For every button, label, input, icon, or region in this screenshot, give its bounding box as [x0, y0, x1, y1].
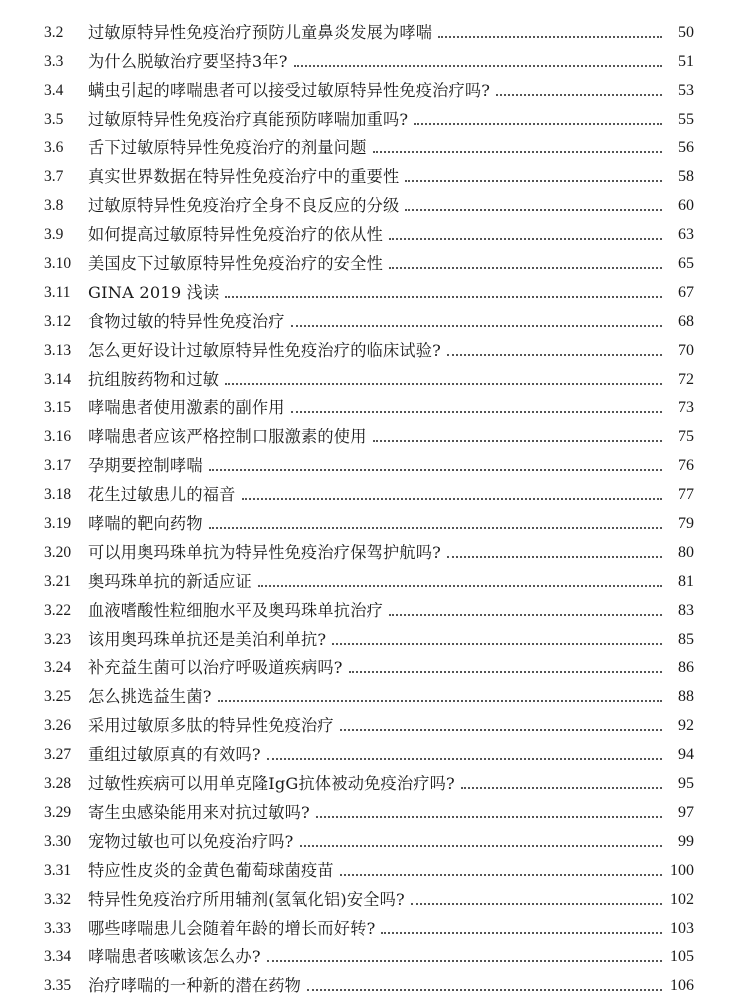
toc-entry-title: 如何提高过敏原特异性免疫治疗的依从性 — [88, 225, 383, 245]
dot-leader — [389, 614, 662, 616]
toc-entry-number: 3.15 — [44, 399, 72, 417]
dot-leader — [225, 296, 662, 298]
toc-entry-page-number: 105 — [670, 948, 694, 966]
toc-entry[interactable] — [44, 823, 694, 852]
dot-leader — [225, 383, 662, 385]
dot-leader — [496, 94, 662, 96]
toc-entry[interactable] — [44, 592, 694, 621]
toc-entry-page-number: 73 — [678, 399, 694, 417]
dot-leader — [340, 729, 662, 731]
toc-entry-number: 3.26 — [44, 717, 72, 735]
toc-entry-number: 3.7 — [44, 168, 64, 186]
dot-leader — [405, 180, 662, 182]
toc-entry-page-number: 97 — [678, 803, 694, 821]
dot-leader — [447, 354, 662, 356]
toc-entry-page-number: 106 — [670, 977, 694, 995]
toc-entry-number: 3.34 — [44, 948, 72, 966]
toc-entry-page-number: 60 — [678, 197, 694, 215]
toc-entry-number: 3.13 — [44, 341, 72, 359]
toc-entry-title: 哪些哮喘患儿会随着年龄的增长而好转? — [88, 918, 376, 938]
toc-entry-title: 哮喘患者应该严格控制口服激素的使用 — [88, 427, 367, 447]
toc-entry-page-number: 76 — [678, 457, 694, 475]
toc-entry-number: 3.18 — [44, 486, 72, 504]
toc-entry[interactable] — [44, 130, 694, 159]
toc-entry-title: 食物过敏的特异性免疫治疗 — [88, 311, 285, 331]
toc-entry-title: 舌下过敏原特异性免疫治疗的剂量问题 — [88, 138, 367, 158]
toc-entry[interactable] — [44, 418, 694, 447]
toc-entry[interactable] — [44, 678, 694, 707]
dot-leader — [307, 989, 662, 991]
toc-entry-title: 过敏原特异性免疫治疗全身不良反应的分级 — [88, 196, 400, 216]
dot-leader — [267, 960, 662, 962]
toc-entry-title: 过敏原特异性免疫治疗真能预防哮喘加重吗? — [88, 109, 409, 129]
toc-entry-title: 哮喘的靶向药物 — [88, 514, 203, 534]
toc-entry[interactable] — [44, 794, 694, 823]
toc-entry-number: 3.3 — [44, 52, 64, 70]
toc-entry-title: 宠物过敏也可以免疫治疗吗? — [88, 831, 294, 851]
toc-entry-number: 3.5 — [44, 110, 64, 128]
toc-entry-number: 3.23 — [44, 630, 72, 648]
toc-entry-page-number: 94 — [678, 746, 694, 764]
toc-entry-title: 寄生虫感染能用来对抗过敏吗? — [88, 802, 310, 822]
toc-entry[interactable] — [44, 332, 694, 361]
toc-entry-page-number: 56 — [678, 139, 694, 157]
dot-leader — [389, 238, 662, 240]
toc-entry[interactable] — [44, 158, 694, 187]
toc-entry[interactable] — [44, 303, 694, 332]
toc-entry-number: 3.19 — [44, 515, 72, 533]
toc-entry[interactable] — [44, 14, 694, 43]
toc-entry-page-number: 50 — [678, 23, 694, 41]
dot-leader — [373, 440, 662, 442]
toc-entry-page-number: 68 — [678, 312, 694, 330]
toc-entry-title: 血液嗜酸性粒细胞水平及奥玛珠单抗治疗 — [88, 600, 383, 620]
toc-entry-number: 3.16 — [44, 428, 72, 446]
toc-entry-title: 治疗哮喘的一种新的潜在药物 — [88, 976, 302, 996]
toc-entry-number: 3.8 — [44, 197, 64, 215]
toc-entry-title: 花生过敏患儿的福音 — [88, 485, 236, 505]
toc-entry-number: 3.31 — [44, 861, 72, 879]
toc-entry-number: 3.14 — [44, 370, 72, 388]
toc-entry-title: 补充益生菌可以治疗呼吸道疾病吗? — [88, 658, 343, 678]
toc-entry[interactable] — [44, 621, 694, 650]
toc-entry[interactable] — [44, 707, 694, 736]
toc-entry-page-number: 72 — [678, 370, 694, 388]
toc-entry-number: 3.32 — [44, 890, 72, 908]
dot-leader — [373, 151, 662, 153]
dot-leader — [294, 65, 662, 67]
dot-leader — [405, 209, 662, 211]
dot-leader — [291, 411, 662, 413]
toc-entry[interactable] — [44, 101, 694, 130]
toc-entry-number: 3.6 — [44, 139, 64, 157]
toc-entry-number: 3.24 — [44, 659, 72, 677]
toc-entry-number: 3.9 — [44, 226, 64, 244]
toc-entry-title: 抗组胺药物和过敏 — [88, 369, 220, 389]
dot-leader — [389, 267, 662, 269]
toc-entry-title: 哮喘患者咳嗽该怎么办? — [88, 947, 261, 967]
toc-entry-number: 3.30 — [44, 832, 72, 850]
dot-leader — [332, 643, 662, 645]
dot-leader — [209, 527, 662, 529]
toc-entry-page-number: 58 — [678, 168, 694, 186]
dot-leader — [381, 932, 662, 934]
toc-entry[interactable] — [44, 72, 694, 101]
toc-entry-page-number: 65 — [678, 255, 694, 273]
toc-entry-page-number: 86 — [678, 659, 694, 677]
toc-entry-title: 奥玛珠单抗的新适应证 — [88, 571, 252, 591]
toc-entry[interactable] — [44, 476, 694, 505]
toc-entry-title: 采用过敏原多肽的特异性免疫治疗 — [88, 716, 334, 736]
toc-entry[interactable] — [44, 245, 694, 274]
dot-leader — [218, 700, 662, 702]
toc-entry[interactable] — [44, 939, 694, 968]
toc-entry[interactable] — [44, 390, 694, 419]
dot-leader — [438, 36, 662, 38]
toc-entry-page-number: 99 — [678, 832, 694, 850]
toc-entry[interactable] — [44, 967, 694, 996]
dot-leader — [411, 903, 662, 905]
dot-leader — [316, 816, 662, 818]
toc-entry-page-number: 67 — [678, 283, 694, 301]
toc-entry-title: GINA 2019 浅读 — [88, 282, 220, 302]
toc-entry-title: 怎么更好设计过敏原特异性免疫治疗的临床试验? — [88, 340, 442, 360]
dot-leader — [242, 498, 663, 500]
toc-entry-number: 3.21 — [44, 572, 72, 590]
toc-entry-number: 3.28 — [44, 775, 72, 793]
dot-leader — [461, 787, 662, 789]
table-of-contents — [44, 14, 694, 996]
toc-entry-page-number: 81 — [678, 572, 694, 590]
dot-leader — [340, 874, 662, 876]
toc-entry-page-number: 55 — [678, 110, 694, 128]
toc-entry-title: 过敏原特异性免疫治疗预防儿童鼻炎发展为哮喘 — [88, 22, 433, 42]
toc-entry-number: 3.17 — [44, 457, 72, 475]
dot-leader — [291, 325, 662, 327]
toc-entry-page-number: 92 — [678, 717, 694, 735]
toc-entry[interactable] — [44, 563, 694, 592]
toc-entry-page-number: 75 — [678, 428, 694, 446]
toc-entry[interactable] — [44, 274, 694, 303]
toc-entry-number: 3.12 — [44, 312, 72, 330]
toc-entry-title: 孕期要控制哮喘 — [88, 456, 203, 476]
toc-entry[interactable] — [44, 447, 694, 476]
dot-leader — [209, 469, 662, 471]
toc-entry-page-number: 79 — [678, 515, 694, 533]
dot-leader — [258, 585, 662, 587]
toc-entry-title: 特应性皮炎的金黄色葡萄球菌疫苗 — [88, 860, 334, 880]
toc-entry-page-number: 85 — [678, 630, 694, 648]
toc-entry-page-number: 83 — [678, 601, 694, 619]
toc-entry-title: 过敏性疾病可以用单克隆IgG抗体被动免疫治疗吗? — [88, 774, 455, 794]
dot-leader — [300, 845, 662, 847]
toc-entry-number: 3.25 — [44, 688, 72, 706]
toc-entry-page-number: 63 — [678, 226, 694, 244]
toc-entry-number: 3.35 — [44, 977, 72, 995]
toc-entry[interactable] — [44, 216, 694, 245]
toc-entry-title: 该用奥玛珠单抗还是美泊利单抗? — [88, 629, 327, 649]
toc-entry[interactable] — [44, 534, 694, 563]
toc-entry[interactable] — [44, 881, 694, 910]
toc-entry[interactable] — [44, 505, 694, 534]
dot-leader — [349, 671, 662, 673]
toc-entry[interactable] — [44, 736, 694, 765]
toc-entry-number: 3.33 — [44, 919, 72, 937]
toc-entry-title: 哮喘患者使用激素的副作用 — [88, 398, 285, 418]
toc-entry-number: 3.22 — [44, 601, 72, 619]
toc-entry-page-number: 95 — [678, 775, 694, 793]
toc-entry[interactable] — [44, 43, 694, 72]
toc-entry-page-number: 100 — [670, 861, 694, 879]
toc-entry[interactable] — [44, 765, 694, 794]
toc-entry-page-number: 88 — [678, 688, 694, 706]
toc-entry-page-number: 51 — [678, 52, 694, 70]
toc-entry-title: 美国皮下过敏原特异性免疫治疗的安全性 — [88, 254, 383, 274]
toc-entry[interactable] — [44, 910, 694, 939]
toc-entry-number: 3.27 — [44, 746, 72, 764]
toc-entry-number: 3.4 — [44, 81, 64, 99]
toc-entry-number: 3.11 — [44, 283, 71, 301]
toc-entry-page-number: 53 — [678, 81, 694, 99]
toc-entry-title: 特异性免疫治疗所用辅剂(氢氧化铝)安全吗? — [88, 889, 405, 909]
dot-leader — [414, 123, 662, 125]
toc-entry[interactable] — [44, 361, 694, 390]
dot-leader — [447, 556, 662, 558]
toc-entry[interactable] — [44, 852, 694, 881]
toc-entry-number: 3.20 — [44, 543, 72, 561]
toc-entry-page-number: 102 — [670, 890, 694, 908]
toc-entry-title: 可以用奥玛珠单抗为特异性免疫治疗保驾护航吗? — [88, 542, 442, 562]
toc-entry-title: 为什么脱敏治疗要坚持3年? — [88, 51, 288, 71]
dot-leader — [267, 758, 662, 760]
toc-entry-page-number: 80 — [678, 543, 694, 561]
toc-entry-page-number: 77 — [678, 486, 694, 504]
toc-entry-number: 3.10 — [44, 255, 72, 273]
toc-entry[interactable] — [44, 650, 694, 679]
toc-entry-page-number: 103 — [670, 919, 694, 937]
toc-entry-title: 重组过敏原真的有效吗? — [88, 745, 261, 765]
toc-entry-page-number: 70 — [678, 341, 694, 359]
toc-entry[interactable] — [44, 187, 694, 216]
toc-entry-number: 3.2 — [44, 23, 64, 41]
toc-entry-number: 3.29 — [44, 803, 72, 821]
toc-entry-title: 怎么挑选益生菌? — [88, 687, 212, 707]
toc-entry-title: 螨虫引起的哮喘患者可以接受过敏原特异性免疫治疗吗? — [88, 80, 491, 100]
toc-entry-title: 真实世界数据在特异性免疫治疗中的重要性 — [88, 167, 400, 187]
